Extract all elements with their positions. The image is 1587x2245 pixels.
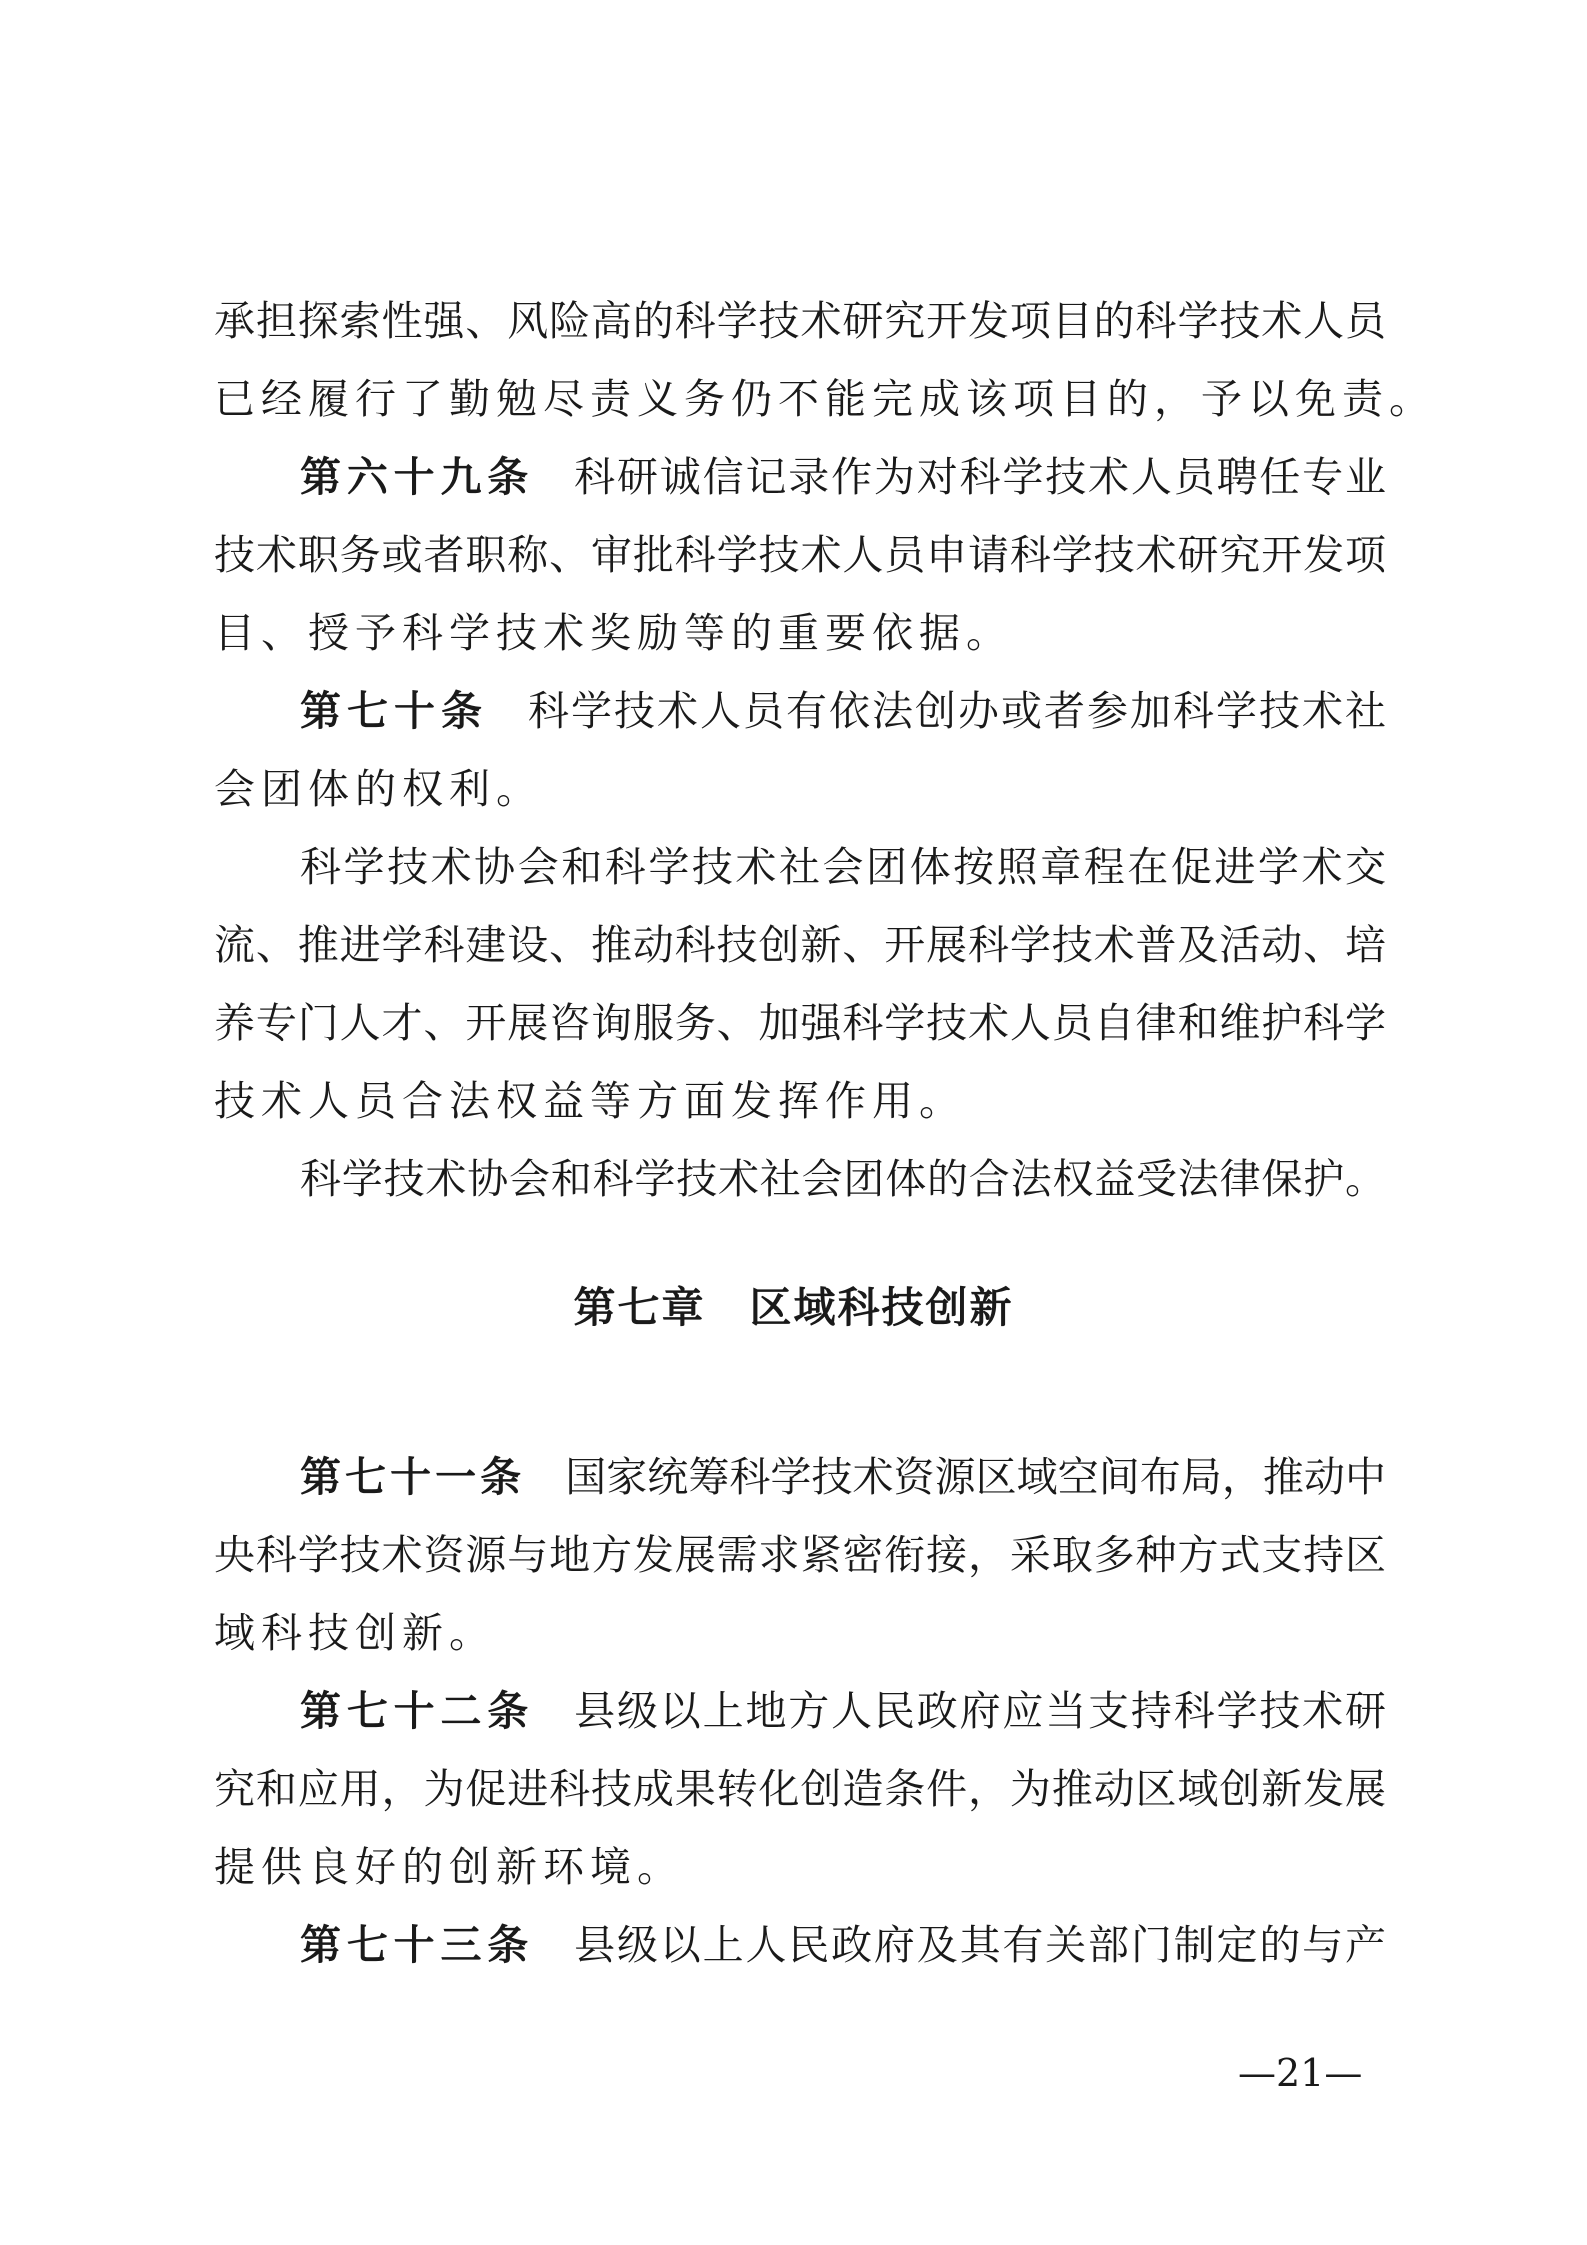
body-line: 技术职务或者职称、审批科学技术人员申请科学技术研究开发项 xyxy=(214,531,1386,579)
body-line: 已经履行了勤勉尽责义务仍不能完成该项目的，予以免责。 xyxy=(214,375,1436,423)
chapter-number: 第七章 xyxy=(573,1283,706,1332)
body-line: 央科学技术资源与地方发展需求紧密衔接，采取多种方式支持区 xyxy=(214,1531,1386,1579)
text-block-bottom xyxy=(214,1438,1386,1984)
body-line: 承担探索性强、风险高的科学技术研究开发项目的科学技术人员 xyxy=(214,297,1386,345)
body-line: 提供良好的创新环境。 xyxy=(214,1843,684,1891)
article-number: 第七十二条 xyxy=(300,1687,535,1735)
article-text: 县级以上人民政府及其有关部门制定的与产 xyxy=(574,1921,1387,1969)
chapter-heading xyxy=(0,1278,1587,1338)
body-line: 域科技创新。 xyxy=(214,1609,496,1657)
article-number: 第七十一条 xyxy=(300,1453,526,1501)
body-line: 技术人员合法权益等方面发挥作用。 xyxy=(214,1077,966,1125)
article-69-first-line xyxy=(214,438,1386,516)
body-line: 目、授予科学技术奖励等的重要依据。 xyxy=(214,609,1013,657)
paragraph-first-line: 科学技术协会和科学技术社会团体的合法权益受法律保护。 xyxy=(300,1155,1386,1203)
page-number: —21— xyxy=(1238,2051,1363,2095)
paragraph-first-line: 科学技术协会和科学技术社会团体按照章程在促进学术交 xyxy=(300,843,1386,891)
body-line: 究和应用，为促进科技成果转化创造条件，为推动区域创新发展 xyxy=(214,1765,1386,1813)
article-number: 第六十九条 xyxy=(300,453,535,501)
article-70-first-line xyxy=(214,672,1386,750)
article-71-first-line xyxy=(214,1438,1386,1516)
article-text: 科研诚信记录作为对科学技术人员聘任专业 xyxy=(574,453,1387,501)
article-72-first-line xyxy=(214,1672,1386,1750)
chapter-title: 区域科技创新 xyxy=(749,1283,1014,1332)
body-line: 流、推进学科建设、推动科技创新、开展科学技术普及活动、培 xyxy=(214,921,1386,969)
article-text: 国家统筹科学技术资源区域空间布局，推动中 xyxy=(565,1453,1387,1501)
article-73-first-line xyxy=(214,1906,1386,1984)
body-line: 养专门人才、开展咨询服务、加强科学技术人员自律和维护科学 xyxy=(214,999,1386,1047)
body-line: 会团体的权利。 xyxy=(214,765,543,813)
text-block-top xyxy=(214,282,1436,1218)
article-text: 科学技术人员有依法创办或者参加科学技术社 xyxy=(528,687,1386,735)
article-text: 县级以上地方人民政府应当支持科学技术研 xyxy=(574,1687,1387,1735)
article-number: 第七十条 xyxy=(300,687,488,735)
article-number: 第七十三条 xyxy=(300,1921,535,1969)
